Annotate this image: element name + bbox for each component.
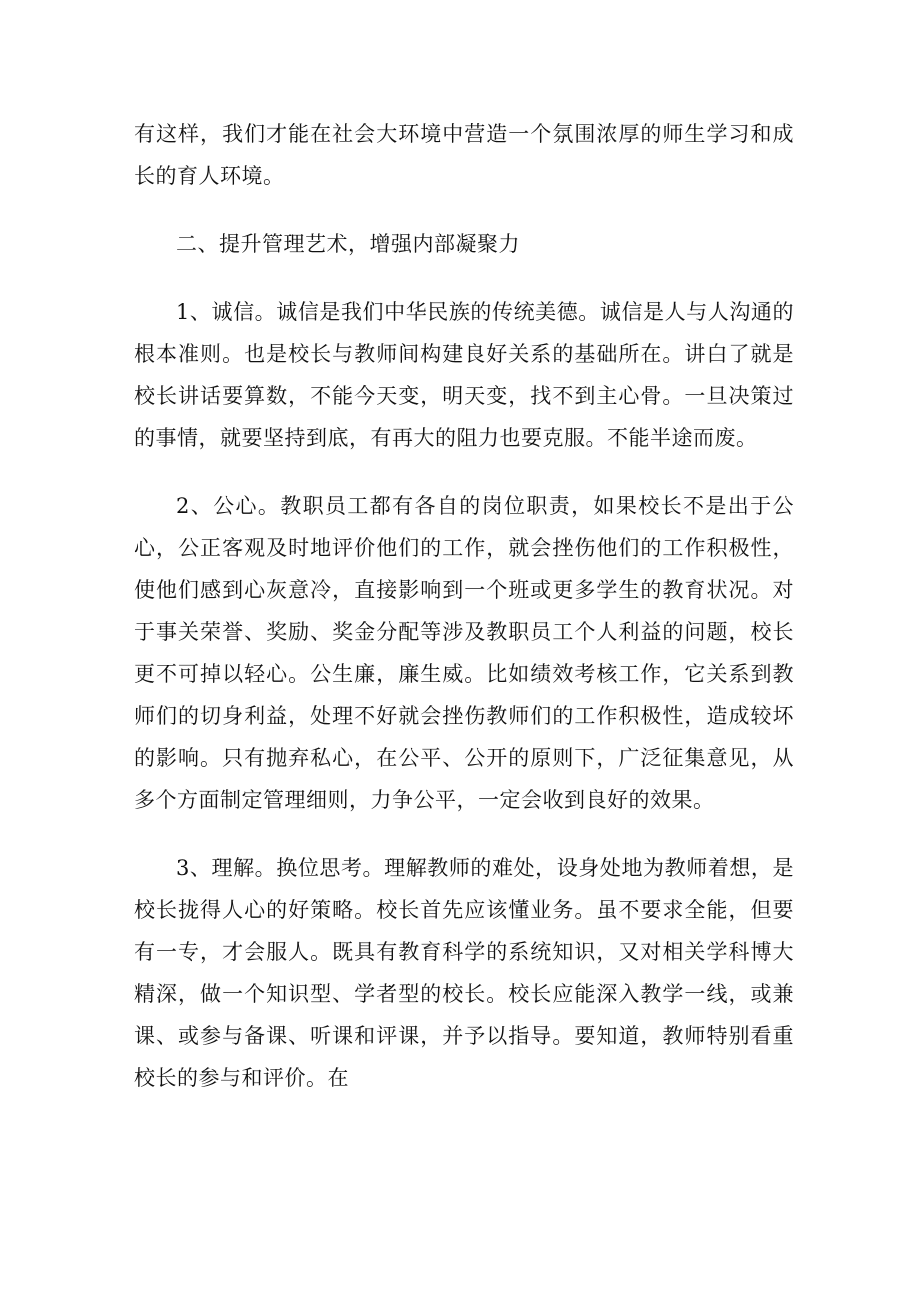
section-heading: 二、提升管理艺术，增强内部凝聚力 — [176, 232, 520, 256]
document-body — [134, 113, 794, 1125]
paragraph-integrity: 1、诚信。诚信是我们中华民族的传统美德。诚信是人与人沟通的根本准则。也是校长与教师间构建良好关系的基础所在。讲白了就是校长讲话要算数，不能今天变，明天变，找不到主心骨。一旦决策过的事情，就要坚持到底，有再大的阻力也要克服。不能半途而废。 — [134, 300, 794, 450]
paragraph-continuation: 有这样，我们才能在社会大环境中营造一个氛围浓厚的师生学习和成长的育人环境。 — [134, 122, 794, 188]
paragraph-fairness: 2、公心。教职员工都有各自的岗位职责，如果校长不是出于公心，公正客观及时地评价他们的工作，就会挫伤他们的工作积极性，使他们感到心灰意冷，直接影响到一个班或更多学生的教育状况。对于事关荣誉、奖励、奖金分配等涉及教职员工个人利益的问题，校长更不可掉以轻心。公生廉，廉生威。比如绩效考核工作，它关系到教师们的切身利益，处理不好就会挫伤教师们的工作积极性，造成较坏的影响。只有抛弃私心，在公平、公开的原则下，广泛征集意见，从多个方面制定管理细则，力争公平，一定会收到良好的效果。 — [134, 494, 794, 812]
paragraph-understanding: 3、理解。换位思考。理解教师的难处，设身处地为教师着想，是校长拢得人心的好策略。校长首先应该懂业务。虽不要求全能，但要有一专，才会服人。既具有教育科学的系统知识，又对相关学科博大精深，做一个知识型、学者型的校长。校长应能深入教学一线，或兼课、或参与备课、听课和评课，并予以指导。要知道，教师特别看重校长的参与和评价。在 — [134, 856, 794, 1090]
